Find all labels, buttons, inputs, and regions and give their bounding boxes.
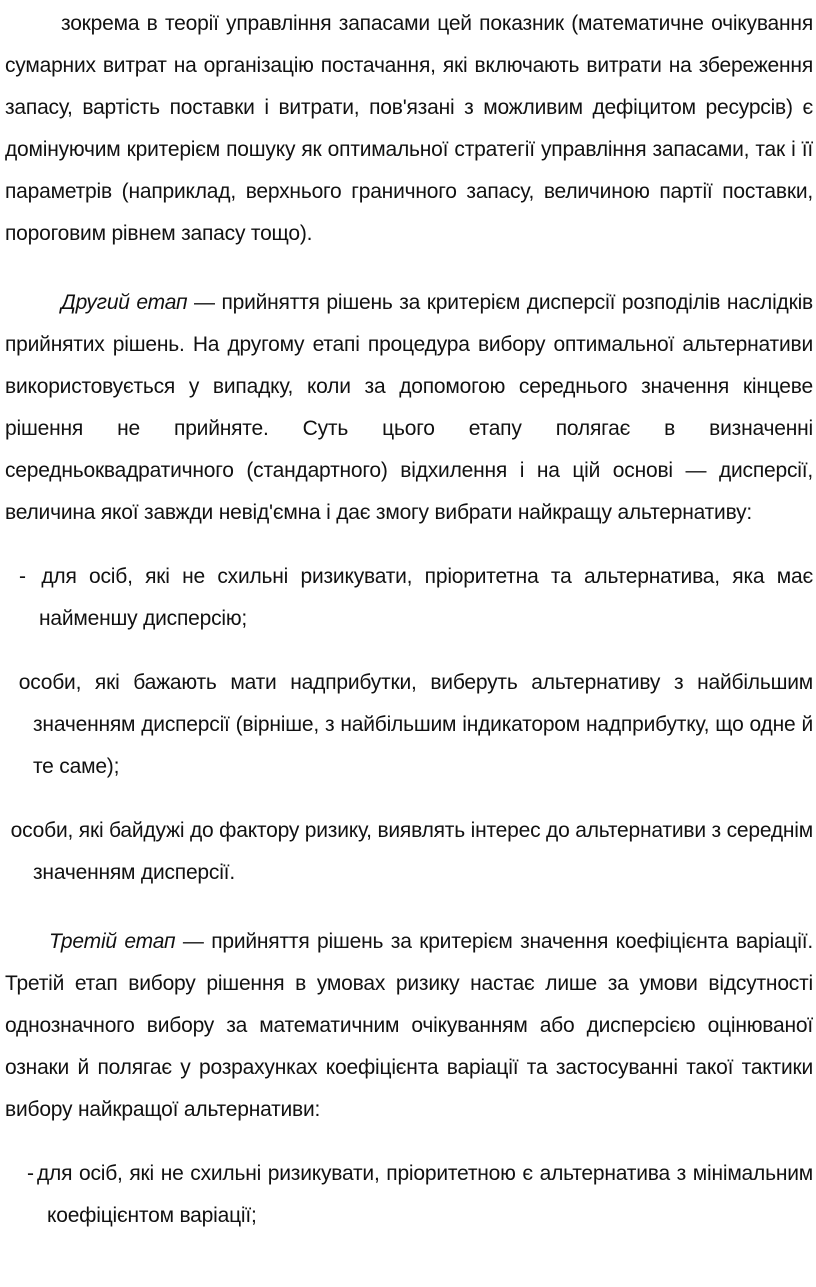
document-page [5, 3, 813, 1237]
third-stage-title: Третій етап [49, 930, 176, 953]
list-item [5, 810, 813, 894]
second-stage-title: Другий етап [61, 291, 188, 314]
third-stage-text: — прийняття рішень за критерієм значення коефіцієнта варіації. Третій етап вибору рішення в умовах ризику настає лише за умови відсутності однозначного вибору за математичним очікуванням або дисперсією оцінюваної ознаки й полягає у розрахунках коефіцієнта варіації та застосуванні такої тактики вибору найкращої альтернативи: [5, 930, 813, 1121]
second-stage-text: — прийняття рішень за критерієм дисперсії розподілів наслідків прийнятих рішень. На другому етапі процедура вибору оптимальної альтернативи використовується у випадку, коли за допомогою середнього значення кінцеве рішення не прийняте. Суть цього етапу полягає в визначенні середньоквадратичного (стандартного) відхилення і на цій основі — дисперсії, величина якої завжди невід'ємна і дає змогу вибрати найкращу альтернативу: [5, 291, 813, 524]
list-item-text: для осіб, які не схильні ризикувати, пріоритетна та альтернатива, яка має найменшу дисперсію; [29, 565, 813, 630]
list-item-text: особи, які байдужі до фактору ризику, виявлять інтерес до альтернативи з середнім значенням дисперсії. [5, 819, 813, 884]
list-item [5, 662, 813, 788]
paragraph-third-stage [5, 921, 813, 1131]
paragraph-inventory-management: зокрема в теорії управління запасами цей показник (математичне очікування сумарних витрат на організацію постачання, які включають витрати на збереження запасу, вартість поставки і витрати, пов'язані з можливим дефіцитом ресурсів) є домінуючим критерієм пошуку як оптимальної стратегії управління запасами, так і її параметрів (наприклад, верхнього граничного запасу, величиною партії поставки, пороговим рівнем запасу тощо). [5, 12, 813, 245]
list-item: - для осіб, які не схильні ризикувати, пріоритетною є альтернатива з мінімальним коефіцієнтом варіації; [27, 1162, 813, 1227]
paragraph-second-stage [5, 282, 813, 534]
list-item-text: для осіб, які не схильні ризикувати, пріоритетною є альтернатива з мінімальним коефіцієнтом варіації; [37, 1162, 813, 1227]
list-item: - для осіб, які не схильні ризикувати, пріоритетна та альтернатива, яка має найменшу дисперсію; [19, 565, 813, 630]
list-item-text: особи, які бажають мати надприбутки, виберуть альтернативу з найбільшим значенням дисперсії (вірніше, з найбільшим індикатором надприбутку, що одне й те саме); [5, 671, 813, 778]
